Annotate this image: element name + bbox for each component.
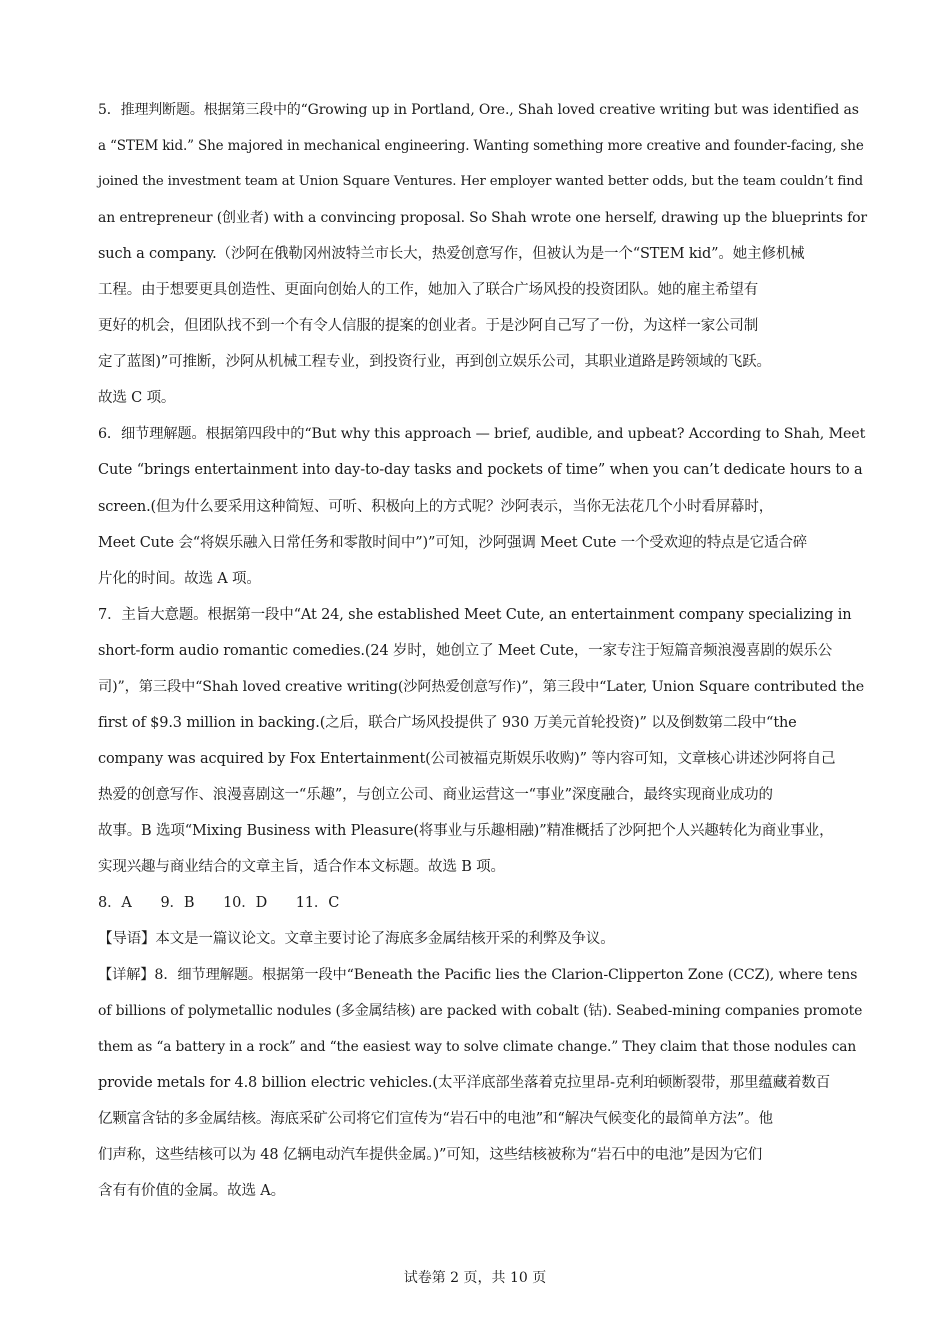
- text-line: company was acquired by Fox Entertainment(公司被福克斯娱乐收购)” 等内容可知，文章核心讲述沙阿将自己: [98, 751, 836, 767]
- text-line: 7．主旨大意题。根据第一段中“At 24, she established Meet Cute, an entertainment company specializing in: [98, 607, 852, 623]
- text-line: 【导语】本文是一篇议论文。文章主要讨论了海底多金属结核开采的利弊及争议。: [98, 931, 615, 947]
- text-line: of billions of polymetallic nodules (多金属结核) are packed with cobalt (钴). Seabed-mining companies promote: [98, 1003, 863, 1019]
- text-line: 更好的机会，但团队找不到一个有令人信服的提案的创业者。于是沙阿自己写了一份，为这样一家公司制: [98, 318, 759, 334]
- text-line: 故选 C 项。: [98, 390, 176, 406]
- text-line: 5．推理判断题。根据第三段中的“Growing up in Portland, Ore., Shah loved creative writing but was identified as: [98, 102, 859, 118]
- text-line: a “STEM kid.” She majored in mechanical engineering. Wanting something more creative and founder-facing, she: [98, 138, 864, 154]
- text-line: 6．细节理解题。根据第四段中的“But why this approach — brief, audible, and upbeat? According to Shah, Meet: [98, 426, 866, 442]
- text-line: 故事。B 选项“Mixing Business with Pleasure(将事业与乐趣相融)”精准概括了沙阿把个人兴趣转化为商业事业，: [98, 823, 834, 839]
- text-line: 定了蓝图)”可推断，沙阿从机械工程专业，到投资行业，再到创立娱乐公司，其职业道路是跨领域的飞跃。: [98, 354, 771, 370]
- text-line: 工程。由于想要更具创造性、更面向创始人的工作，她加入了联合广场风投的投资团队。她的雇主希望有: [98, 282, 759, 298]
- text-line: 亿颗富含钴的多金属结核。海底采矿公司将它们宣传为“岩石中的电池”和“解决气候变化的最简单方法”。他: [98, 1111, 773, 1127]
- text-line: 含有有价值的金属。故选 A。: [98, 1183, 285, 1199]
- text-line: joined the investment team at Union Square Ventures. Her employer wanted better odds, but the team couldn’t find: [98, 174, 863, 189]
- text-line: them as “a battery in a rock” and “the easiest way to solve climate change.” They claim that those nodules can: [98, 1039, 857, 1055]
- text-line: provide metals for 4.8 billion electric vehicles.(太平洋底部坐落着克拉里昂-克利珀顿断裂带，那里蕴藏着数百: [98, 1075, 831, 1091]
- page-footer: 试卷第 2 页，共 10 页: [403, 1270, 547, 1286]
- text-line: 司)”，第三段中“Shah loved creative writing(沙阿热爱创意写作)”，第三段中“Later, Union Square contributed the: [98, 679, 865, 695]
- text-line: Meet Cute 会“将娱乐融入日常任务和零散时间中”)”可知，沙阿强调 Meet Cute 一个受欢迎的特点是它适合碎: [98, 535, 808, 551]
- text-line: 8．A 9．B 10．D 11．C: [98, 895, 340, 911]
- text-line: short-form audio romantic comedies.(24 岁时，她创立了 Meet Cute，一家专注于短篇音频浪漫喜剧的娱乐公: [98, 643, 833, 659]
- text-line: an entrepreneur (创业者) with a convincing proposal. So Shah wrote one herself, drawing up the blueprints for: [98, 210, 867, 226]
- text-line: 们声称，这些结核可以为 48 亿辆电动汽车提供金属。)”可知，这些结核被称为“岩石中的电池”是因为它们: [98, 1147, 763, 1163]
- text-line: 【详解】8．细节理解题。根据第一段中“Beneath the Pacific lies the Clarion-Clipperton Zone (CCZ), where tens: [98, 967, 858, 983]
- text-line: first of $9.3 million in backing.(之后，联合广场风投提供了 930 万美元首轮投资)” 以及倒数第二段中“the: [98, 715, 797, 731]
- text-line: such a company.（沙阿在俄勒冈州波特兰市长大，热爱创意写作，但被认为是一个“STEM kid”。她主修机械: [98, 246, 805, 262]
- text-line: Cute “brings entertainment into day-to-day tasks and pockets of time” when you can’t dedicate hours to a: [98, 462, 863, 478]
- text-line: 片化的时间。故选 A 项。: [98, 571, 261, 587]
- text-line: screen.(但为什么要采用这种简短、可听、积极向上的方式呢？沙阿表示，当你无法花几个小时看屏幕时，: [98, 499, 774, 515]
- text-line: 热爱的创意写作、浪漫喜剧这一“乐趣”，与创立公司、商业运营这一“事业”深度融合，最终实现商业成功的: [98, 787, 773, 803]
- text-line: 实现兴趣与商业结合的文章主旨，适合作本文标题。故选 B 项。: [98, 859, 505, 875]
